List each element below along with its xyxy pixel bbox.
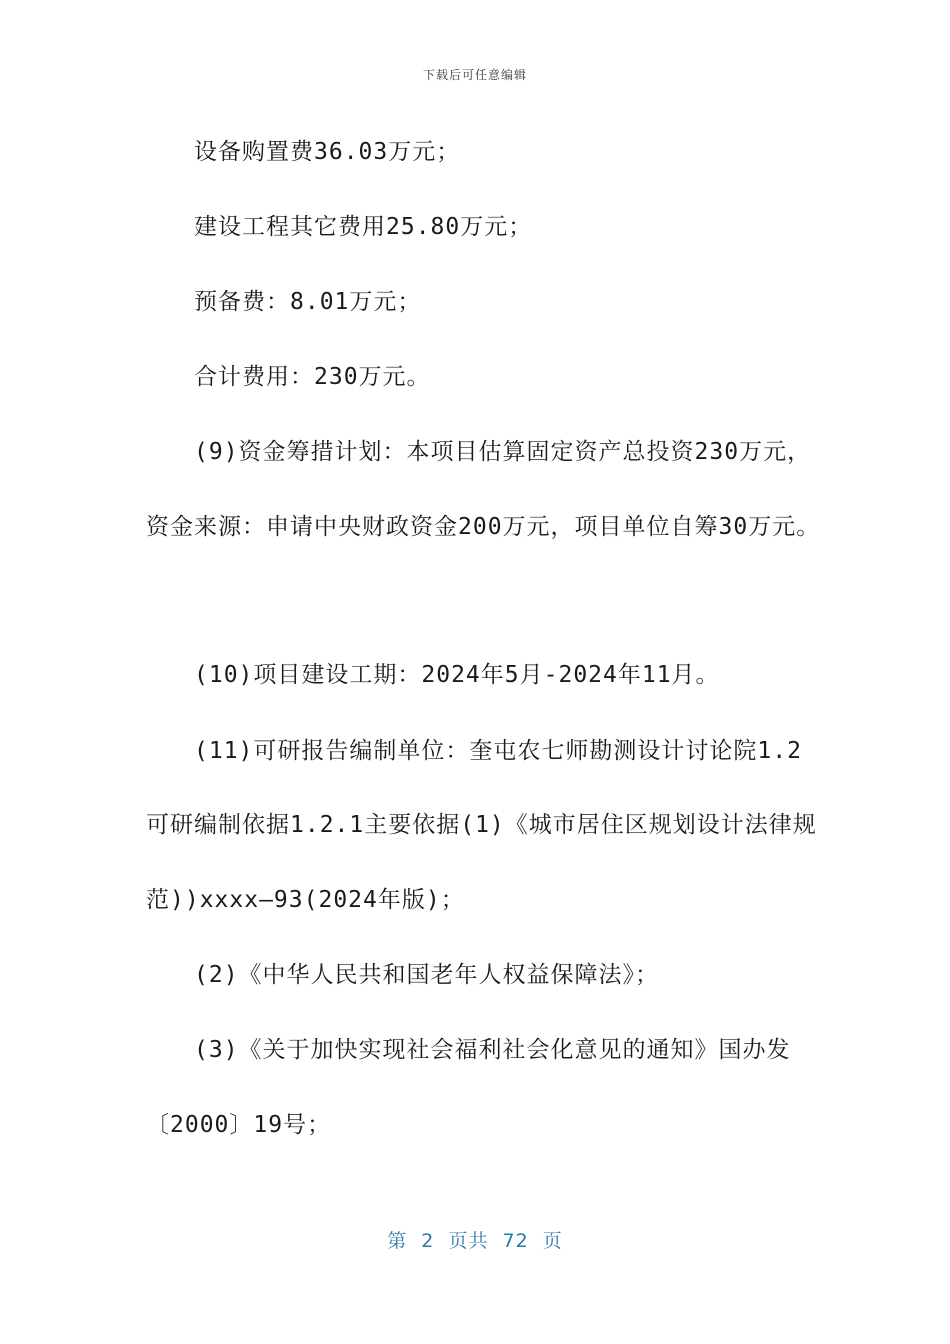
text-line-equipment-cost: 设备购置费36.03万元； [194,139,461,165]
text-line-other-cost: 建设工程其它费用25.80万元； [194,214,533,240]
text-line-basis-cont: 范))xxxx—93(2024年版)； [146,887,465,913]
text-line-basis: 可研编制依据1.2.1主要依据(1)《城市居住区规划设计法律规 [146,812,817,838]
text-line-reserve-cost: 预备费：8.01万元； [194,289,422,315]
text-line-notice-number: 〔2000〕19号； [146,1112,332,1138]
text-line-notice: (3)《关于加快实现社会福利社会化意见的通知》国办发 [194,1037,791,1063]
text-line-funding-plan: (9)资金筹措计划：本项目估算固定资产总投资230万元， [194,439,812,465]
text-line-report-unit: (11)可研报告编制单位：奎屯农七师勘测设计讨论院1.2 [194,738,802,764]
text-line-total-cost: 合计费用：230万元。 [194,364,431,390]
text-line-law: (2)《中华人民共和国老年人权益保障法》； [194,962,660,988]
text-line-construction-period: (10)项目建设工期：2024年5月-2024年11月。 [194,662,720,688]
header-note: 下载后可任意编辑 [422,68,527,82]
text-line-funding-source: 资金来源：申请中央财政资金200万元，项目单位自筹30万元。 [146,514,821,540]
page-number: 第 2 页共 72 页 [387,1230,563,1252]
